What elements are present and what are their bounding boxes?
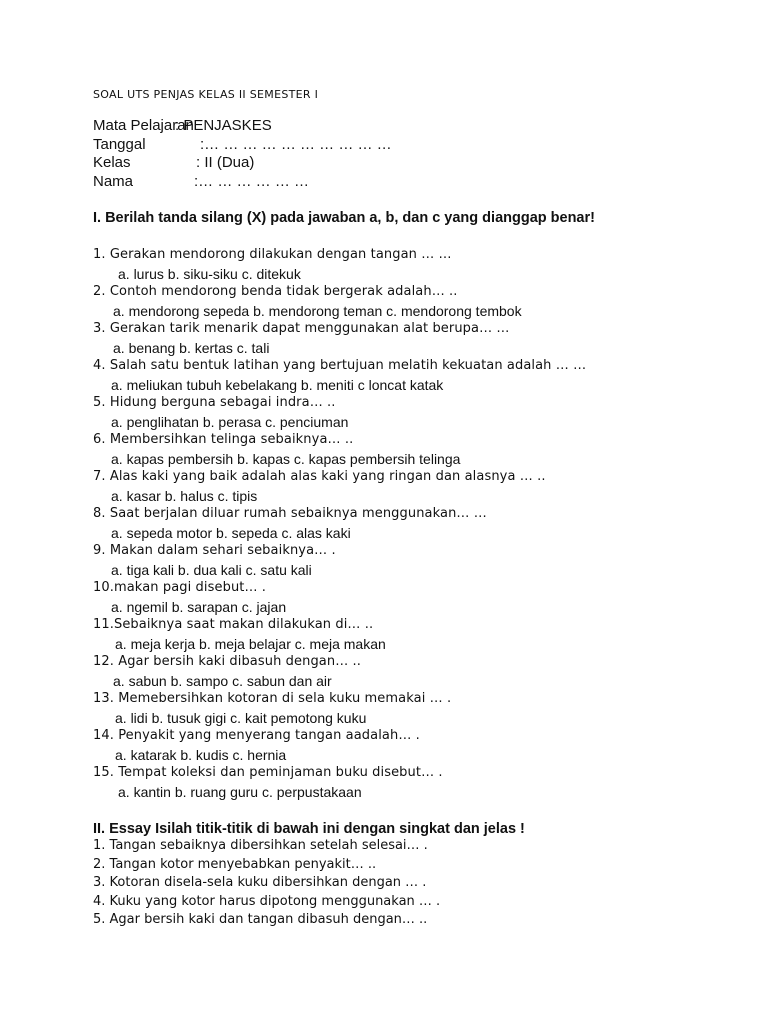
- question-text: 5. Hidung berguna sebagai indra… ..: [93, 395, 336, 410]
- question-text: 3. Gerakan tarik menarik dapat menggunakan alat berupa… …: [93, 321, 510, 336]
- info-row-subject: [93, 117, 392, 136]
- document-heading: SOAL UTS PENJAS KELAS II SEMESTER I: [93, 88, 319, 101]
- question-text: 9. Makan dalam sehari sebaiknya… .: [93, 543, 336, 558]
- question-options: a. kasar b. halus c. tipis: [111, 487, 258, 504]
- info-row-class: [93, 154, 392, 173]
- question-options: a. tiga kali b. dua kali c. satu kali: [111, 561, 312, 578]
- question-options: a. kantin b. ruang guru c. perpustakaan: [118, 783, 362, 800]
- info-value: : PENJASKES: [175, 117, 272, 134]
- question-options: a. benang b. kertas c. tali: [113, 339, 270, 356]
- question-options: a. sepeda motor b. sepeda c. alas kaki: [111, 524, 351, 541]
- question-text: 6. Membersihkan telinga sebaiknya… ..: [93, 432, 354, 447]
- essay-item: 4. Kuku yang kotor harus dipotong menggunakan … .: [93, 893, 441, 909]
- info-value: : II (Dua): [196, 154, 255, 171]
- info-label: Mata Pelajaran: [93, 117, 194, 134]
- essay-list: [93, 837, 440, 930]
- question-options: a. kapas pembersih b. kapas c. kapas pembersih telinga: [111, 450, 461, 467]
- question-options: a. meliukan tubuh kebelakang b. meniti c loncat katak: [111, 376, 444, 393]
- question-text: 7. Alas kaki yang baik adalah alas kaki yang ringan dan alasnya … ..: [93, 469, 546, 484]
- info-value: :… … … … … …: [194, 172, 310, 190]
- question-options: a. meja kerja b. meja belajar c. meja makan: [115, 635, 386, 652]
- section-2-title: II. Essay Isilah titik-titik di bawah ini dengan singkat dan jelas !: [93, 821, 525, 837]
- info-label: Nama: [93, 172, 134, 190]
- question-options: a. ngemil b. sarapan c. jajan: [111, 598, 287, 615]
- question-text: 11.Sebaiknya saat makan dilakukan di… ..: [93, 617, 374, 632]
- question-text: 2. Contoh mendorong benda tidak bergerak adalah… ..: [93, 284, 458, 299]
- info-label: Tanggal: [93, 135, 146, 153]
- question-options: a. lurus b. siku-siku c. ditekuk: [118, 265, 301, 282]
- question-options: a. mendorong sepeda b. mendorong teman c. mendorong tembok: [113, 302, 522, 319]
- question-text: 8. Saat berjalan diluar rumah sebaiknya menggunakan… …: [93, 506, 487, 521]
- question-text: 1. Gerakan mendorong dilakukan dengan tangan … …: [93, 247, 452, 262]
- info-row-date: [93, 136, 392, 155]
- question-text: 14. Penyakit yang menyerang tangan aadalah… .: [93, 728, 420, 743]
- question-text: 4. Salah satu bentuk latihan yang bertujuan melatih kekuatan adalah … …: [93, 358, 587, 373]
- question-text: 12. Agar bersih kaki dibasuh dengan… ..: [93, 654, 361, 669]
- question-options: a. penglihatan b. perasa c. penciuman: [111, 413, 349, 430]
- essay-item: 3. Kotoran disela-sela kuku dibersihkan dengan … .: [93, 875, 427, 890]
- info-row-name: [93, 173, 392, 192]
- question-options: a. katarak b. kudis c. hernia: [115, 746, 287, 763]
- question-options: a. sabun b. sampo c. sabun dan air: [113, 672, 332, 689]
- essay-item: 5. Agar bersih kaki dan tangan dibasuh dengan… ..: [93, 912, 428, 927]
- question-text: 13. Memebersihkan kotoran di sela kuku memakai … .: [93, 691, 452, 706]
- question-text: 10.makan pagi disebut… .: [93, 580, 267, 595]
- info-block: [93, 117, 392, 191]
- info-label: Kelas: [93, 154, 131, 171]
- multiple-choice-list: [93, 246, 586, 801]
- question-options: a. lidi b. tusuk gigi c. kait pemotong kuku: [115, 709, 367, 726]
- essay-item: 2. Tangan kotor menyebabkan penyakit… ..: [93, 856, 377, 872]
- question-text: 15. Tempat koleksi dan peminjaman buku disebut… .: [93, 765, 443, 780]
- section-1-title: I. Berilah tanda silang (X) pada jawaban a, b, dan c yang dianggap benar!: [93, 210, 595, 226]
- essay-item: 1. Tangan sebaiknya dibersihkan setelah selesai… .: [93, 838, 428, 853]
- info-value: :… … … … … … … … … …: [200, 135, 392, 153]
